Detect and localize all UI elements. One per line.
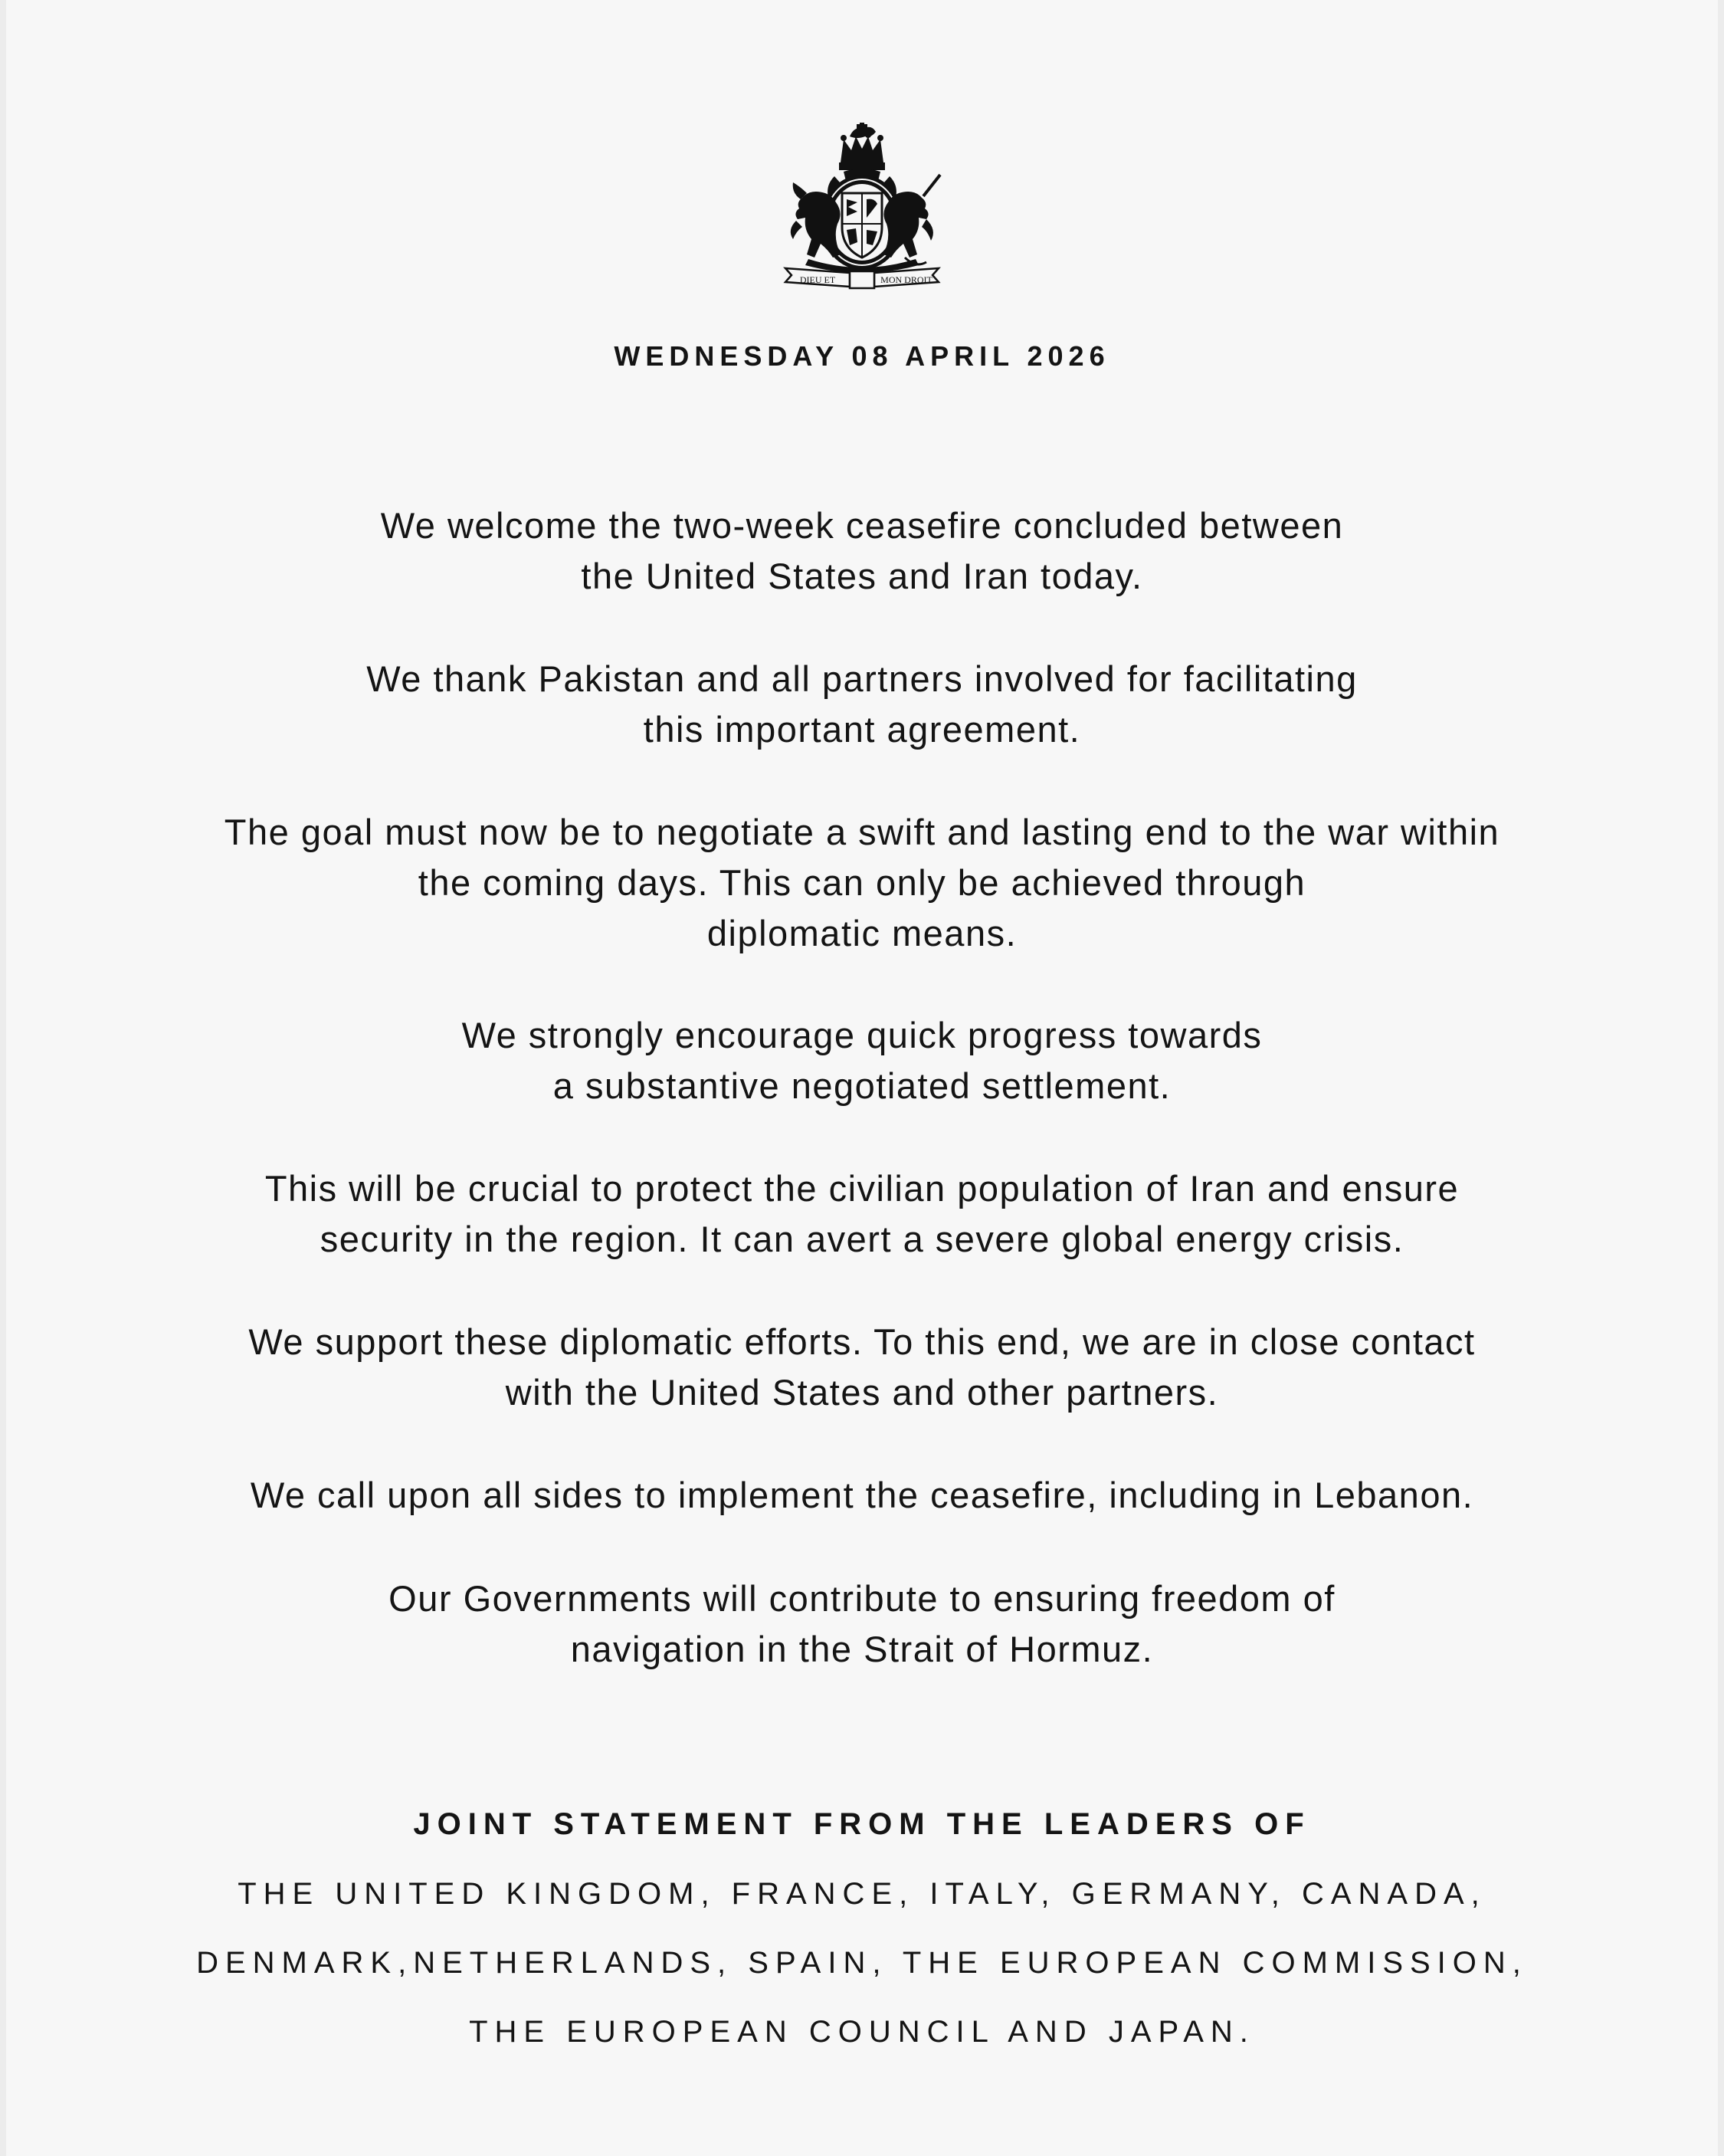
paragraph-line: security in the region. It can avert a severe global energy crisis. xyxy=(320,1219,1404,1259)
paragraph-hormuz xyxy=(0,1574,1724,1675)
paragraph-line: this important agreement. xyxy=(643,709,1081,750)
paragraph-line: the United States and Iran today. xyxy=(581,556,1143,596)
paragraph-line: The goal must now be to negotiate a swift and lasting end to the war within xyxy=(224,812,1500,852)
royal-coat-of-arms-icon xyxy=(770,123,954,291)
paragraph-line: with the United States and other partners. xyxy=(505,1372,1219,1413)
paragraph-support xyxy=(0,1317,1724,1418)
paragraph-line: This will be crucial to protect the civilian population of Iran and ensure xyxy=(264,1168,1460,1209)
svg-text:MON DROIT: MON DROIT xyxy=(880,274,932,285)
svg-text:DIEU ET: DIEU ET xyxy=(799,274,836,285)
paragraph-security xyxy=(0,1163,1724,1265)
paragraph-line: We welcome the two-week ceasefire concluded between xyxy=(380,505,1344,546)
paragraph-line: a substantive negotiated settlement. xyxy=(552,1065,1172,1106)
signatories-line: THE EUROPEAN COUNCIL AND JAPAN. xyxy=(469,2015,1255,2049)
paragraph-ceasefire xyxy=(0,500,1724,602)
signatories-heading: JOINT STATEMENT FROM THE LEADERS OF xyxy=(413,1807,1311,1841)
signatories-line: THE UNITED KINGDOM, FRANCE, ITALY, GERMANY, CANADA, xyxy=(238,1877,1486,1911)
paragraph-line: We call upon all sides to implement the ceasefire, including in Lebanon. xyxy=(250,1475,1474,1515)
paragraph-implement xyxy=(0,1470,1724,1521)
paragraph-line: navigation in the Strait of Hormuz. xyxy=(570,1629,1154,1669)
paragraph-line: We strongly encourage quick progress towards xyxy=(461,1015,1263,1055)
paragraph-line: We support these diplomatic efforts. To this end, we are in close contact xyxy=(248,1321,1476,1362)
paragraph-line: Our Governments will contribute to ensuring freedom of xyxy=(388,1578,1336,1619)
paragraph-goal xyxy=(0,807,1724,959)
paragraph-progress xyxy=(0,1010,1724,1111)
paragraph-line: the coming days. This can only be achieved through xyxy=(418,862,1306,903)
paragraph-thanks xyxy=(0,654,1724,755)
signatories-line: DENMARK,NETHERLANDS, SPAIN, THE EUROPEAN COMMISSION, xyxy=(196,1946,1528,1980)
paragraph-line: diplomatic means. xyxy=(706,913,1018,953)
statement-date: WEDNESDAY 08 APRIL 2026 xyxy=(614,340,1110,372)
paragraph-line: We thank Pakistan and all partners involved for facilitating xyxy=(366,658,1358,699)
